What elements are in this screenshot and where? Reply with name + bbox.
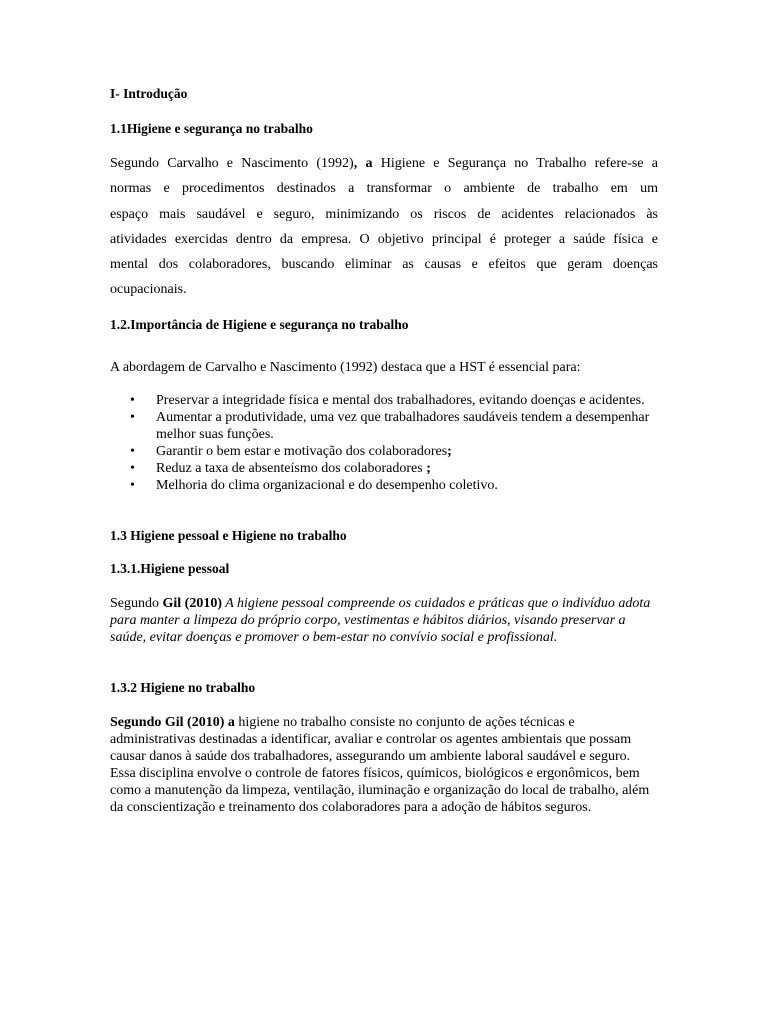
bullet-icon: • (130, 444, 135, 459)
section-title-1-3: 1.3 Higiene pessoal e Higiene no trabalho (110, 528, 347, 543)
list-item (110, 443, 658, 460)
list-item-tail: ; (447, 444, 452, 459)
bullet-icon: • (130, 461, 135, 476)
text-run: Segundo Carvalho e Nascimento (1992) (110, 156, 354, 171)
section-title-1-3-2: 1.3.2 Higiene no trabalho (110, 680, 256, 695)
list-item (110, 409, 658, 443)
bullet-icon: • (130, 410, 135, 425)
paragraph-line-2: normas e procedimentos destinados a transformar o ambiente de trabalho em um (110, 181, 658, 197)
paragraph-line-5: mental dos colaboradores, buscando eliminar as causas e efeitos que geram doenças (110, 257, 658, 273)
bold-run: Gil (2010) (162, 596, 222, 611)
list-item-text: Reduz a taxa de absenteísmo dos colaboradores (156, 461, 427, 476)
text-run: higiene no trabalho consiste no conjunto de ações técnicas e administrativas destinadas a identificar, avaliar e controlar os agentes ambientais que possam causar danos à saúde dos trabalhadores, assegurando um ambiente laboral saudável e seguro. Essa disciplina envolve o controle de fatores físicos, químicos, biológicos e ergonômicos, bem como a manutenção da limpeza, ventilação, iluminação e organização do local de trabalho, além da conscientização e treinamento dos colaboradores para a adoção de hábitos seguros. (110, 715, 650, 815)
bullet-icon: • (130, 393, 135, 408)
list-item (110, 392, 658, 409)
paragraph-line-3: espaço mais saudável e seguro, minimizando os riscos de acidentes relacionados às (110, 206, 658, 222)
list-item-tail: ; (426, 461, 431, 476)
section-title-1-2: 1.2.Importância de Higiene e segurança no trabalho (110, 317, 409, 332)
bullet-icon: • (130, 478, 135, 493)
section-title-1-3-1: 1.3.1.Higiene pessoal (110, 561, 230, 576)
section-title-1-1: 1.1Higiene e segurança no trabalho (110, 121, 313, 136)
list-item-text: Preservar a integridade física e mental dos trabalhadores, evitando doenças e acidentes. (156, 393, 645, 408)
paragraph-line-4: atividades exercidas dentro da empresa. O objetivo principal é proteger a saúde física e (110, 231, 658, 247)
list-item (110, 477, 658, 494)
paragraph-line-6: ocupacionais. (110, 282, 187, 298)
list-item (110, 460, 658, 477)
paragraph-work-hygiene (110, 714, 658, 816)
italic-run: A higiene pessoal compreende os cuidados e práticas que o indivíduo adota para manter a limpeza do próprio corpo, vestimentas e hábitos diários, visando preservar a saúde, evitar doenças e promover o bem-estar no convívio social e profissional. (110, 596, 651, 645)
bullet-list (110, 392, 658, 494)
bold-run: , a (353, 156, 373, 171)
paragraph-hst-importance: A abordagem de Carvalho e Nascimento (1992) destaca que a HST é essencial para: (110, 360, 581, 375)
list-item-text: Aumentar a produtividade, uma vez que trabalhadores saudáveis tendem a desempenhar melhor suas funções. (156, 410, 650, 442)
paragraph-personal-hygiene (110, 595, 658, 646)
bold-run: Segundo Gil (2010) a (110, 715, 235, 730)
text-run: Segundo (110, 596, 163, 611)
paragraph-line-1 (110, 151, 658, 176)
list-item-text: Garantir o bem estar e motivação dos colaboradores (156, 444, 448, 459)
paragraph-hst-definition (110, 151, 658, 303)
text-run: Higiene e Segurança no Trabalho refere-se a (372, 156, 658, 171)
list-item-text: Melhoria do clima organizacional e do desempenho coletivo. (156, 478, 498, 493)
section-title-introducao: I- Introdução (110, 86, 188, 101)
